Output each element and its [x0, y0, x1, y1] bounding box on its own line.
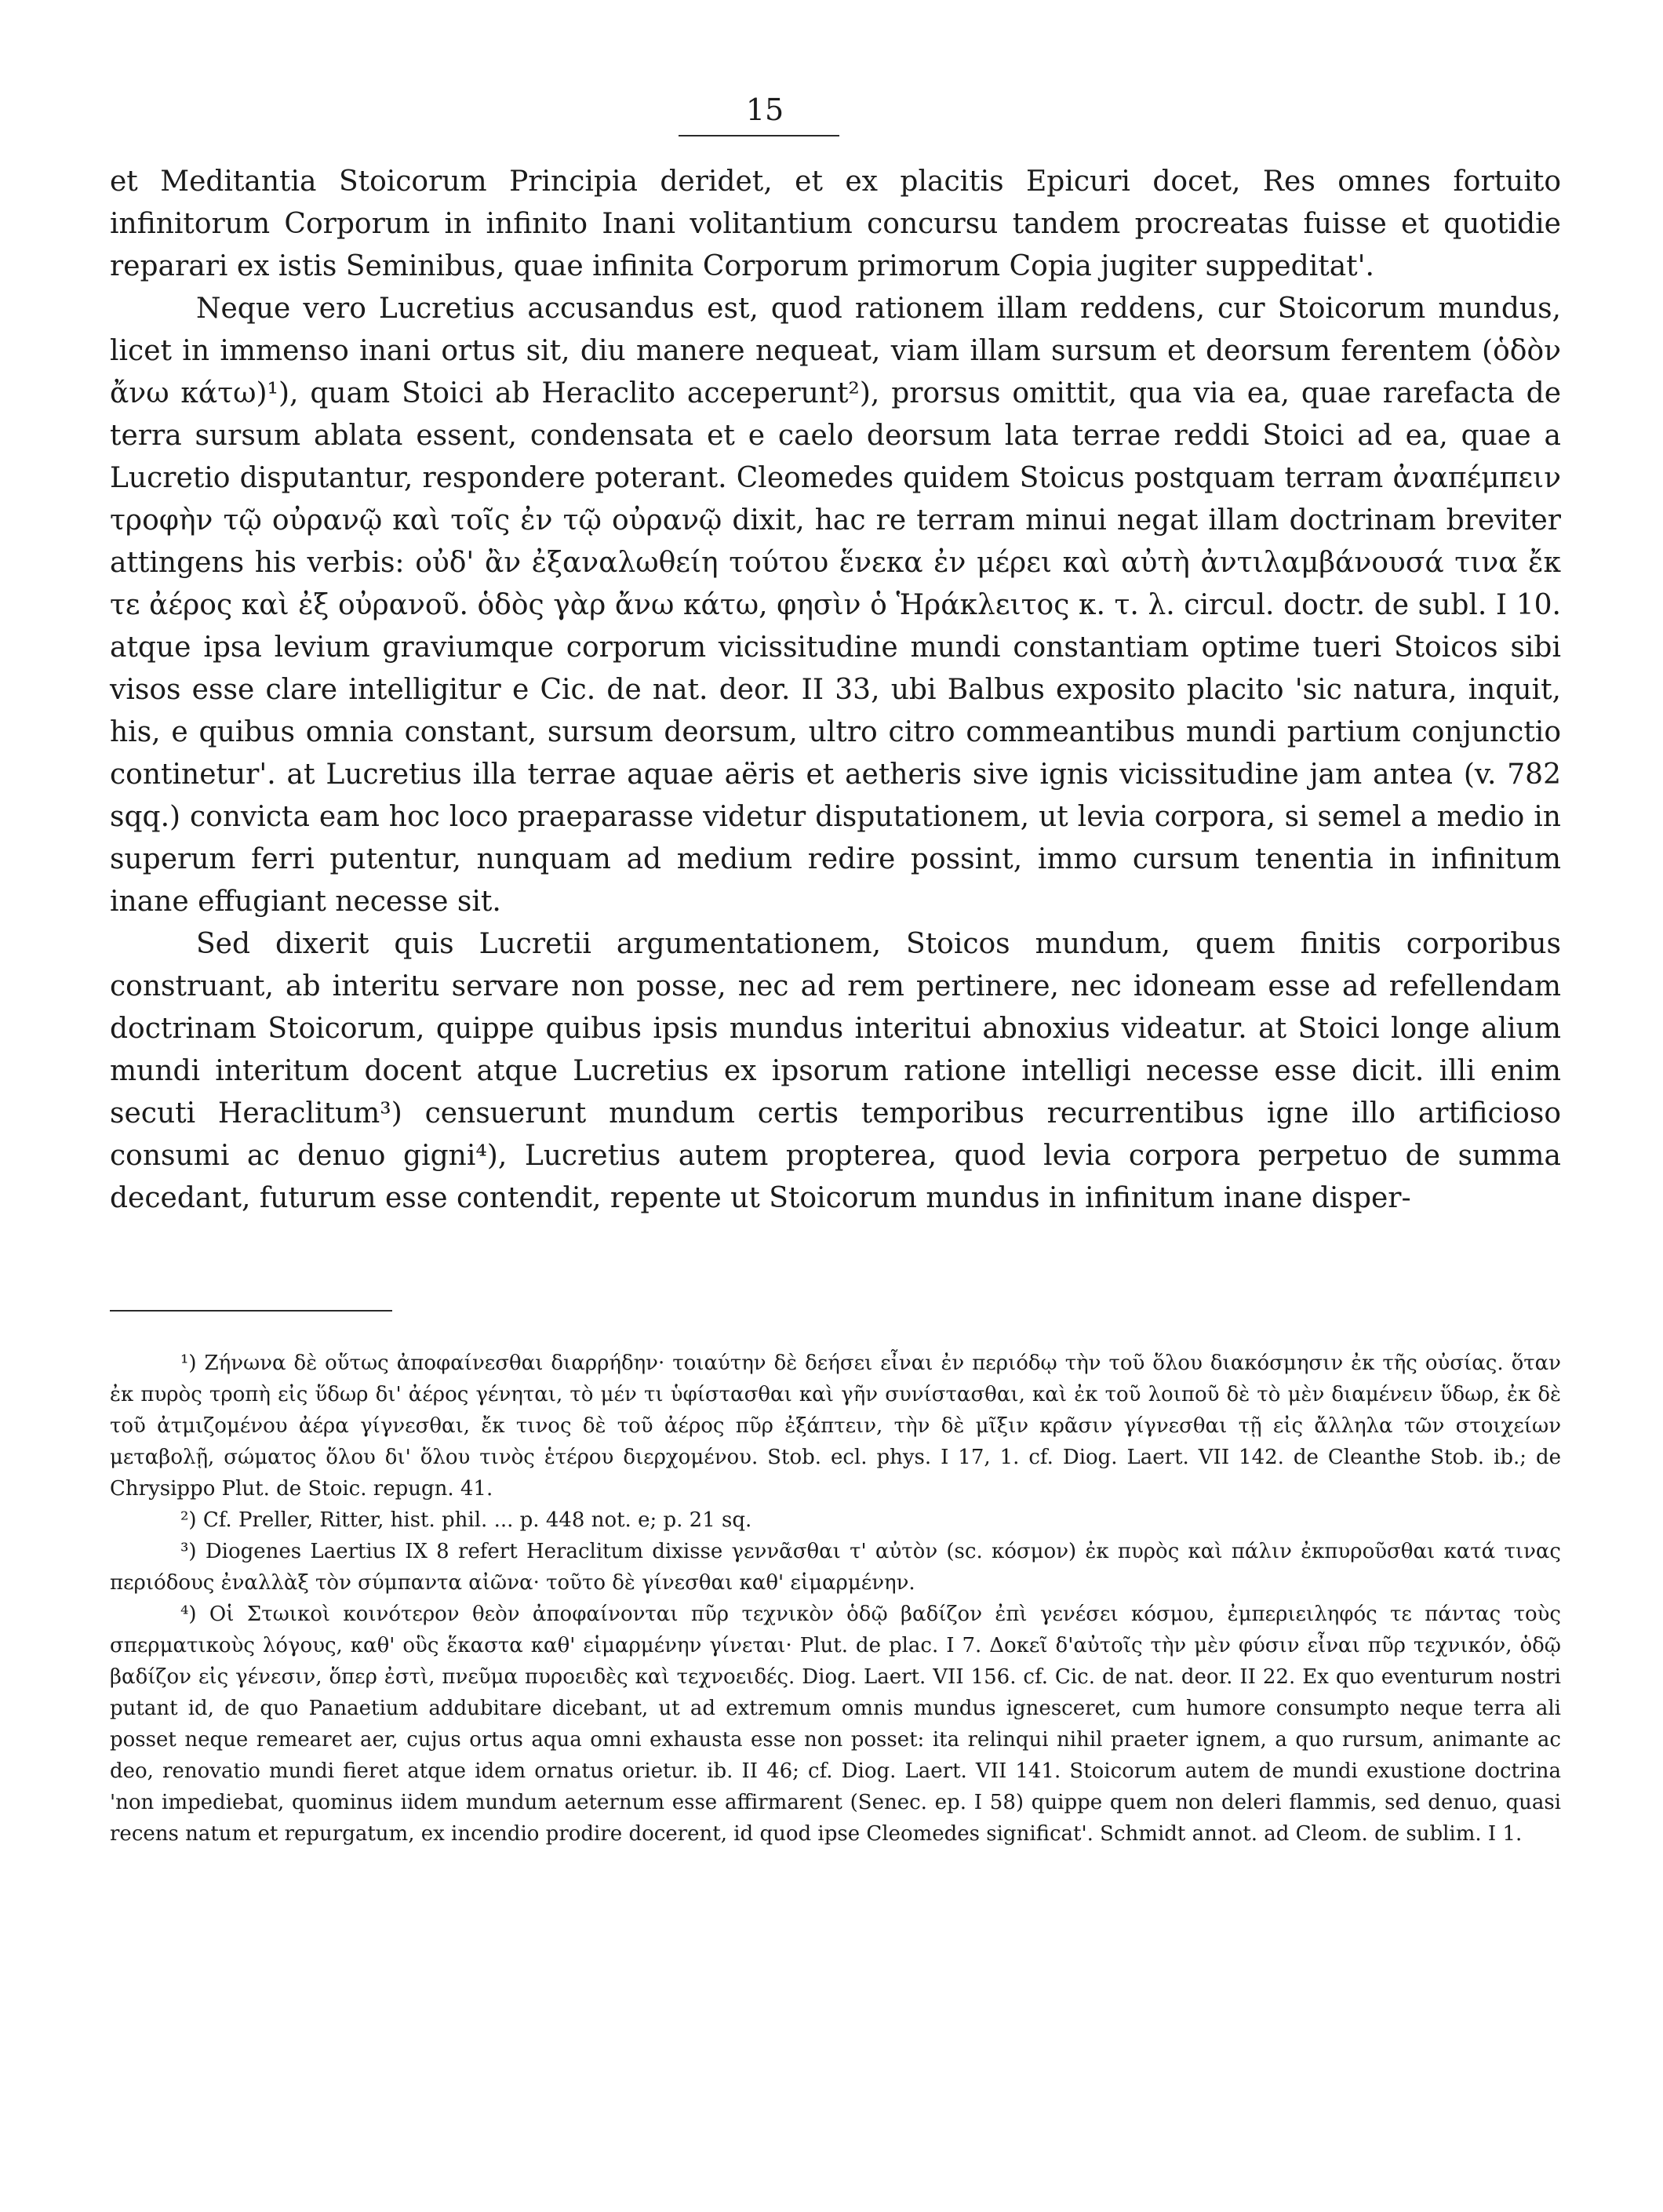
body-paragraph: Neque vero Lucretius accusandus est, quod rationem illam reddens, cur Stoicorum mundus, licet in immenso inani ortus sit, diu manere nequeat, viam illam sursum et deorsum ferentem (ὁδὸν ἄνω κάτω)¹), quam Stoici ab Heraclito acceperunt²), prorsus omittit, qua via ea, quae rarefacta de terra sursum ablata essent, condensata et e caelo deorsum lata terrae reddi Stoici ad ea, quae a Lucretio disputantur, respondere poterant. Cleomedes quidem Stoicus postquam terram ἀναπέμπειν τροφὴν τῷ οὐρανῷ καὶ τοῖς ἐν τῷ οὐρανῷ dixit, hac re terram minui negat illam doctrinam breviter attingens his verbis: οὐδ' ἂν ἐξαναλωθείη τούτου ἕνεκα ἐν μέρει καὶ αὐτὴ ἀντιλαμβάνουσά τινα ἔκ τε ἀέρος καὶ ἐξ οὐρανοῦ. ὁδὸς γὰρ ἄνω κάτω, φησὶν ὁ Ἡράκλειτος κ. τ. λ. circul. doctr. de subl. I 10. atque ipsa levium graviumque corporum vicissitudine mundi constantiam optime tueri Stoicos sibi visos esse clare intelligitur e Cic. de nat. deor. II 33, ubi Balbus exposito placito 'sic natura, inquit, his, e quibus omnia constant, sursum deorsum, ultro citro commeantibus mundi partium conjunctio continetur'. at Lucretius illa terrae aquae aëris et aetheris sive ignis vicissitudine jam antea (v. 782 sqq.) convicta eam hoc loco praeparasse videtur disputationem, ut levia corpora, si semel a medio in superum ferri putentur, nunquam ad medium redire possint, immo cursum tenentia in infinitum inane effugiant necesse sit.: [110, 293, 1561, 918]
footnote: ³) Diogenes Laertius IX 8 refert Heraclitum dixisse γεννᾶσθαι τ' αὐτὸν (sc. κόσμον) ἐκ πυρὸς καὶ πάλιν ἐκπυροῦσθαι κατά τινας περιόδους ἐναλλὰξ τὸν σύμπαντα αἰῶνα· τοῦτο δὲ γίνεσθαι καθ' εἱμαρμένην.: [110, 1540, 1561, 1595]
footnote: ¹) Ζήνωνα δὲ οὕτως ἀποφαίνεσθαι διαρρήδην· τοιαύτην δὲ δεήσει εἶναι ἐν περιόδῳ τὴν τοῦ ὅλου διακόσμησιν ἐκ τῆς οὐσίας. ὅταν ἐκ πυρὸς τροπὴ εἰς ὕδωρ δι' ἀέρος γένηται, τὸ μέν τι ὑφίστασθαι καὶ γῆν συνίστασθαι, καὶ ἐκ τοῦ λοιποῦ δὲ τὸ μὲν διαμένειν ὕδωρ, ἐκ δὲ τοῦ ἀτμιζομένου ἀέρα γίγνεσθαι, ἔκ τινος δὲ τοῦ ἀέρος πῦρ ἐξάπτειν, τὴν δὲ μῖξιν κρᾶσιν γίγνεσθαι τῇ εἰς ἄλληλα τῶν στοιχείων μεταβολῇ, σώματος ὅλου δι' ὅλου τινὸς ἑτέρου διερχομένου. Stob. ecl. phys. I 17, 1. cf. Diog. Laert. VII 142. de Cleanthe Stob. ib.; de Chrysippo Plut. de Stoic. repugn. 41.: [110, 1352, 1561, 1501]
footnotes: [110, 1348, 1561, 1850]
footnote: ⁴) Οἱ Στωικοὶ κοινότερον θεὸν ἀποφαίνονται πῦρ τεχνικὸν ὁδῷ βαδίζον ἐπὶ γενέσει κόσμου, ἐμπεριειληφός τε πάντας τοὺς σπερματικοὺς λόγους, καθ' οὓς ἕκαστα καθ' εἱμαρμένην γίνεται· Plut. de plac. I 7. Δοκεῖ δ'αὐτοῖς τὴν μὲν φύσιν εἶναι πῦρ τεχνικόν, ὁδῷ βαδίζον εἰς γένεσιν, ὅπερ ἐστὶ, πνεῦμα πυροειδὲς καὶ τεχνοειδές. Diog. Laert. VII 156. cf. Cic. de nat. deor. II 22. Ex quo eventurum nostri putant id, de quo Panaetium addubitare dicebant, ut ad extremum omnis mundus ignesceret, cum humore consumpto neque terra ali posset neque remearet aer, cujus ortus aqua omni exhausta esse non posset: ita relinqui nihil praeter ignem, a quo rursum, animante ac deo, renovatio mundi fieret atque idem ornatus orietur. ib. II 46; cf. Diog. Laert. VII 141. Stoicorum autem de mundi exustione doctrina 'non impediebat, quominus iidem mundum aeternum esse affirmarent (Senec. ep. I 58) quippe quem non deleri flammis, sed denuo, quasi recens natum et repurgatum, ex incendio prodire docerent, id quod ipse Cleomedes significat'. Schmidt annot. ad Cleom. de sublim. I 1.: [110, 1603, 1561, 1846]
body-paragraph: et Meditantia Stoicorum Principia deridet, et ex placitis Epicuri docet, Res omnes fortuito infinitorum Corporum in infinito Inani volitantium concursu tandem procreatas fuisse et quotidie reparari ex istis Seminibus, quae infinita Corporum primorum Copia jugiter suppeditat'.: [110, 166, 1561, 282]
body-paragraph: Sed dixerit quis Lucretii argumentationem, Stoicos mundum, quem finitis corporibus construant, ab interitu servare non posse, nec ad rem pertinere, nec idoneam esse ad refellendam doctrinam Stoicorum, quippe quibus ipsis mundus interitui abnoxius videatur. at Stoici longe alium mundi interitum docent atque Lucretius ex ipsorum ratione intelligi necesse esse dicit. illi enim secuti Heraclitum³) censuerunt mundum certis temporibus recurrentibus igne illo artificioso consumi ac denuo gigni⁴), Lucretius autem propterea, quod levia corpora perpetuo de summa decedant, futurum esse contendit, repente ut Stoicorum mundus in infinitum inane disper-: [110, 928, 1561, 1214]
footnote: ²) Cf. Preller, Ritter, hist. phil. ... p. 448 not. e; p. 21 sq.: [180, 1508, 752, 1532]
footnote-rule: [110, 1310, 392, 1312]
page-number: 15: [745, 93, 784, 127]
main-text: [110, 161, 1561, 1220]
header-rule: [679, 135, 839, 136]
